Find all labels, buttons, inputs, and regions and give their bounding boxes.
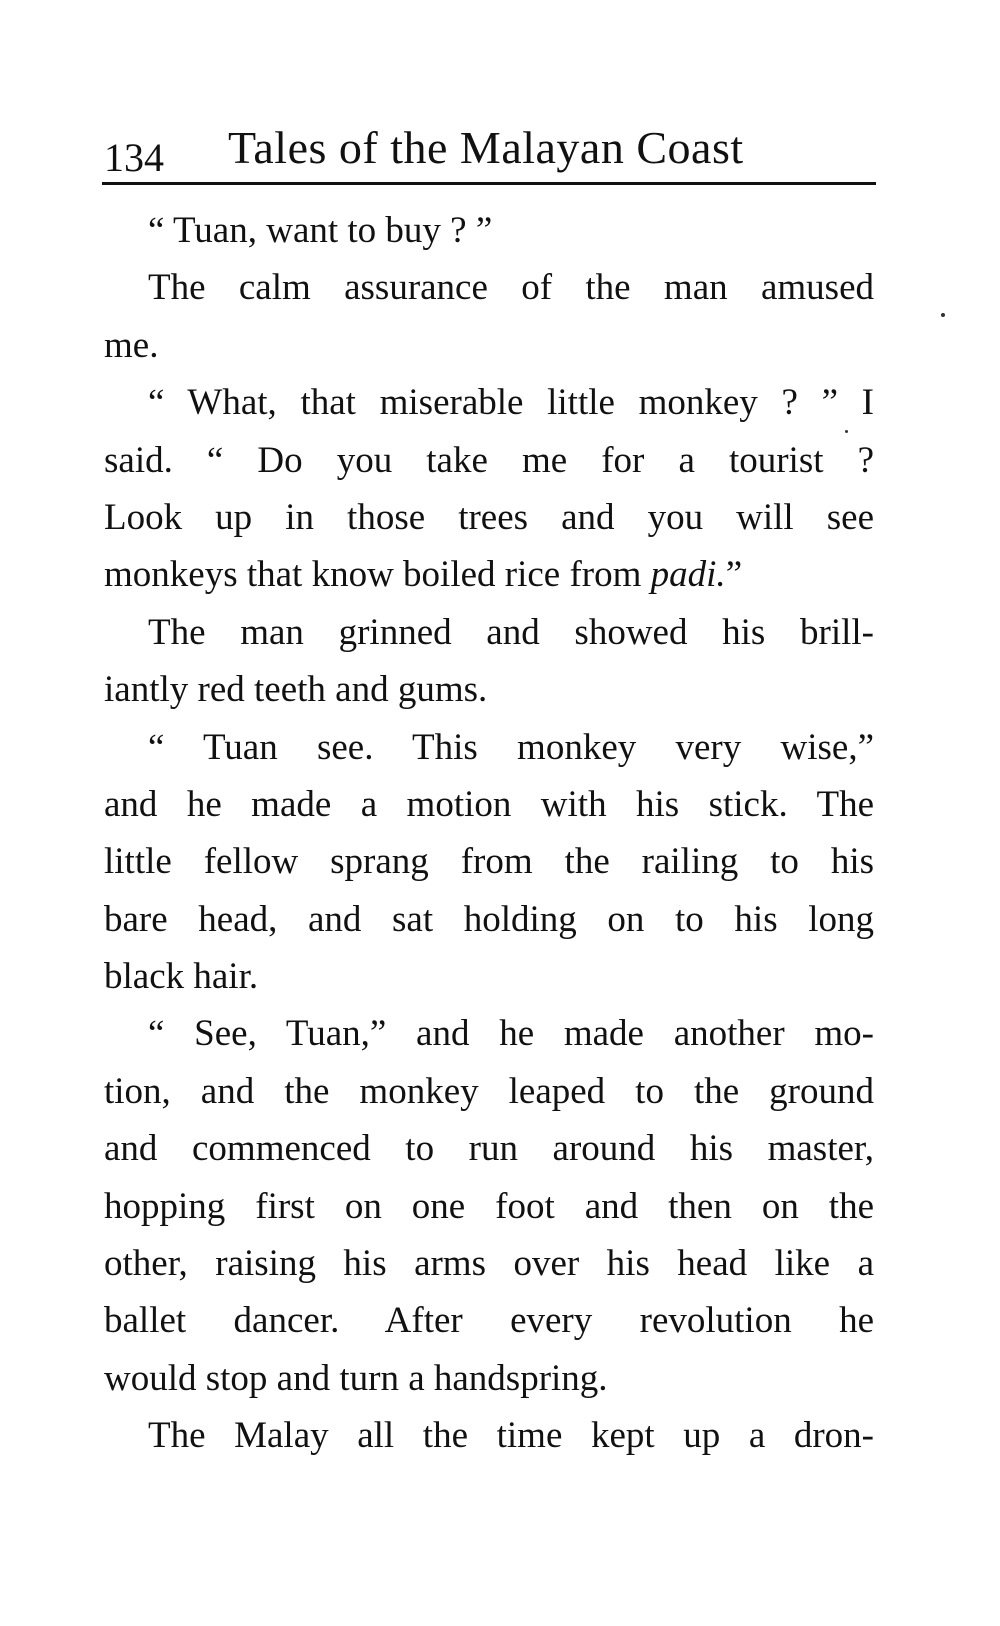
text-line-content: said. “ Do you take me for a tourist ? — [104, 439, 874, 481]
text-line — [104, 432, 874, 489]
text-line-content: The calm assurance of the man amused — [148, 267, 874, 309]
text-line-content: The Malay all the time kept up a dron- — [148, 1415, 874, 1457]
page-number: 134 — [104, 135, 164, 180]
text-line-content: “ What, that miserable little monkey ? ” I — [148, 382, 874, 424]
text-line-content: The man grinned and showed his brill- — [148, 611, 874, 653]
text-line — [104, 1178, 874, 1235]
text-line — [104, 1350, 874, 1407]
text-line — [104, 948, 874, 1005]
text-line-content: “ Tuan, want to buy ? ” — [148, 210, 493, 251]
text-line-content: me. — [104, 324, 159, 366]
text-line — [104, 546, 874, 603]
text-line — [104, 776, 874, 833]
text-line — [104, 661, 874, 718]
text-line — [104, 1063, 874, 1120]
text-line-content: “ See, Tuan,” and he made another mo- — [148, 1013, 874, 1055]
text-line-content: Look up in those trees and you will see — [104, 496, 874, 538]
closing-quote: ” — [725, 554, 743, 596]
body-text — [104, 202, 874, 1465]
text-line — [104, 202, 874, 259]
text-line-content: tion, and the monkey leaped to the ground — [104, 1070, 874, 1112]
page-header — [104, 112, 876, 182]
text-line — [104, 1407, 874, 1464]
text-line — [104, 317, 874, 374]
text-line-content: and commenced to run around his master, — [104, 1128, 874, 1170]
text-line — [104, 833, 874, 890]
text-line — [104, 1292, 874, 1349]
text-line-content: other, raising his arms over his head like a — [104, 1243, 874, 1285]
text-line-content: and he made a motion with his stick. The — [104, 783, 874, 825]
text-line-content: hopping first on one foot and then on the — [104, 1185, 874, 1227]
text-line-content: iantly red teeth and gums. — [104, 669, 488, 711]
text-line-content: black hair. — [104, 956, 259, 998]
text-line-content: ballet dancer. After every revolution he — [104, 1300, 874, 1342]
text-line — [104, 1120, 874, 1177]
text-line — [104, 1005, 874, 1062]
text-line — [104, 719, 874, 776]
text-line — [104, 489, 874, 546]
text-line — [104, 259, 874, 316]
text-line — [104, 374, 874, 431]
scan-speck — [941, 313, 945, 317]
text-line-content: would stop and turn a handspring. — [104, 1357, 608, 1399]
header-rule — [102, 182, 876, 185]
text-line-content: bare head, and sat holding on to his long — [104, 898, 874, 940]
text-line — [104, 604, 874, 661]
text-line-content: little fellow sprang from the railing to his — [104, 841, 874, 883]
text-line — [104, 891, 874, 948]
text-line-content: “ Tuan see. This monkey very wise,” — [148, 726, 874, 768]
scan-speck — [845, 430, 848, 433]
italic-word: padi. — [650, 554, 726, 596]
text-line — [104, 1235, 874, 1292]
running-title: Tales of the Malayan Coast — [228, 122, 744, 173]
text-line-content: monkeys that know boiled rice from — [104, 554, 651, 596]
